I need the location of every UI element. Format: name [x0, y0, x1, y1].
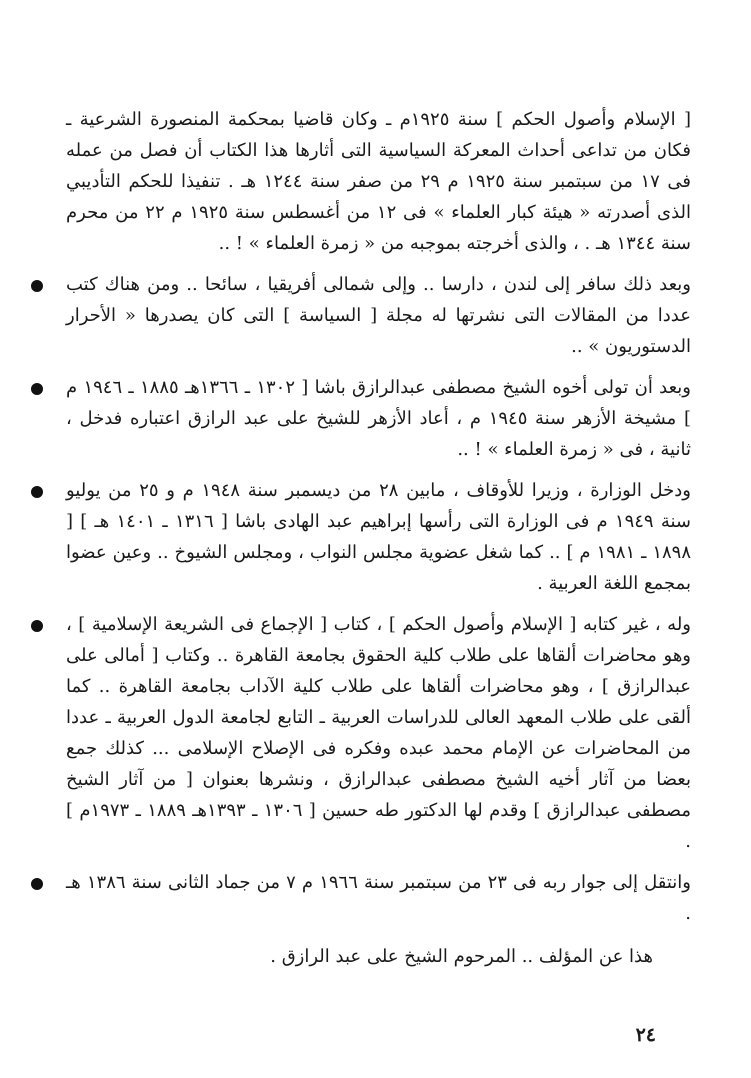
- bullet-icon: [31, 878, 43, 890]
- list-item: [66, 269, 691, 362]
- page-number: ٢٤: [635, 1024, 656, 1046]
- list-item: [66, 372, 691, 465]
- list-item: [66, 475, 691, 599]
- bullet-icon: [31, 620, 43, 632]
- list-item-text: وله ، غير كتابه [ الإسلام وأصول الحكم ] ، كتاب [ الإجماع فى الشريعة الإسلامية ] ، وهو محاضرات ألقاها على طلاب كلية الحقوق بجامعة القاهرة .. وكتاب [ أمالى على عبدالرازق ] ، وهو محاضرات ألقاها على طلاب كلية الآداب بجامعة القاهرة .. كما ألقى على طلاب المعهد العالى للدراسات العربية ـ التابع لجامعة الدول العربية ـ عددا من المحاضرات عن الإمام محمد عبده وفكره فى الإصلاح الإسلامى ... كذلك جمع بعضا من آثار أخيه الشيخ مصطفى عبدالرازق ، ونشرها بعنوان [ من آثار الشيخ مصطفى عبدالرازق ] وقدم لها الدكتور طه حسين [ ١٣٠٦ ـ ١٣٩٣هـ ١٨٨٩ ـ ١٩٧٣م ] .: [66, 614, 691, 852]
- list-item-text: وبعد أن تولى أخوه الشيخ مصطفى عبدالرازق باشا [ ١٣٠٢ ـ ١٣٦٦هـ ١٨٨٥ ـ ١٩٤٦ م ] مشيخة الأزهر سنة ١٩٤٥ م ، أعاد الأزهر للشيخ على عبد الرازق اعتباره فدخل ، ثانية ، فى « زمرة العلماء » ! ..: [66, 377, 691, 460]
- list-item-text: وانتقل إلى جوار ربه فى ٢٣ من سبتمبر سنة ١٩٦٦ م ٧ من جماد الثانى سنة ١٣٨٦ هـ .: [66, 872, 691, 924]
- body-text: [66, 104, 691, 990]
- bullet-icon: [31, 486, 43, 498]
- list-item-text: ودخل الوزارة ، وزيرا للأوقاف ، مابين ٢٨ من ديسمبر سنة ١٩٤٨ م و ٢٥ من يوليو سنة ١٩٤٩ م فى الوزارة التى رأسها إبراهيم عبد الهادى باشا [ ١٣١٦ ـ ١٤٠١ هـ ] [ ١٨٩٨ ـ ١٩٨١ م ] .. كما شغل عضوية مجلس النواب ، ومجلس الشيوخ .. وعين عضوا بمجمع اللغة العربية .: [66, 480, 691, 594]
- list-item: [66, 867, 691, 929]
- intro-paragraph: [ الإسلام وأصول الحكم ] سنة ١٩٢٥م ـ وكان قاضيا بمحكمة المنصورة الشرعية ـ فكان من تداعى أحداث المعركة السياسية التى أثارها هذا الكتاب أن فصل من عمله فى ١٧ من سبتمبر سنة ١٩٢٥ م ٢٩ من صفر سنة ١٢٤٤ هـ . تنفيذا للحكم التأديبي الذى أصدرته « هيئة كبار العلماء » فى ١٢ من أغسطس سنة ١٩٢٥ م ٢٢ من محرم سنة ١٣٤٤ هـ . ، والذى أخرجته بموجبه من « زمرة العلماء » ! ..: [66, 109, 692, 254]
- bullet-icon: [31, 280, 43, 292]
- list-item: [66, 609, 691, 857]
- list-item-text: وبعد ذلك سافر إلى لندن ، دارسا .. وإلى شمالى أفريقيا ، سائحا .. ومن هناك كتب عددا من المقالات التى نشرتها له مجلة [ السياسة ] التى كان يصدرها « الأحرار الدستوريون » ..: [66, 274, 691, 357]
- bullet-icon: [31, 383, 43, 395]
- closing-line: هذا عن المؤلف .. المرحوم الشيخ على عبد الرازق .: [270, 946, 653, 967]
